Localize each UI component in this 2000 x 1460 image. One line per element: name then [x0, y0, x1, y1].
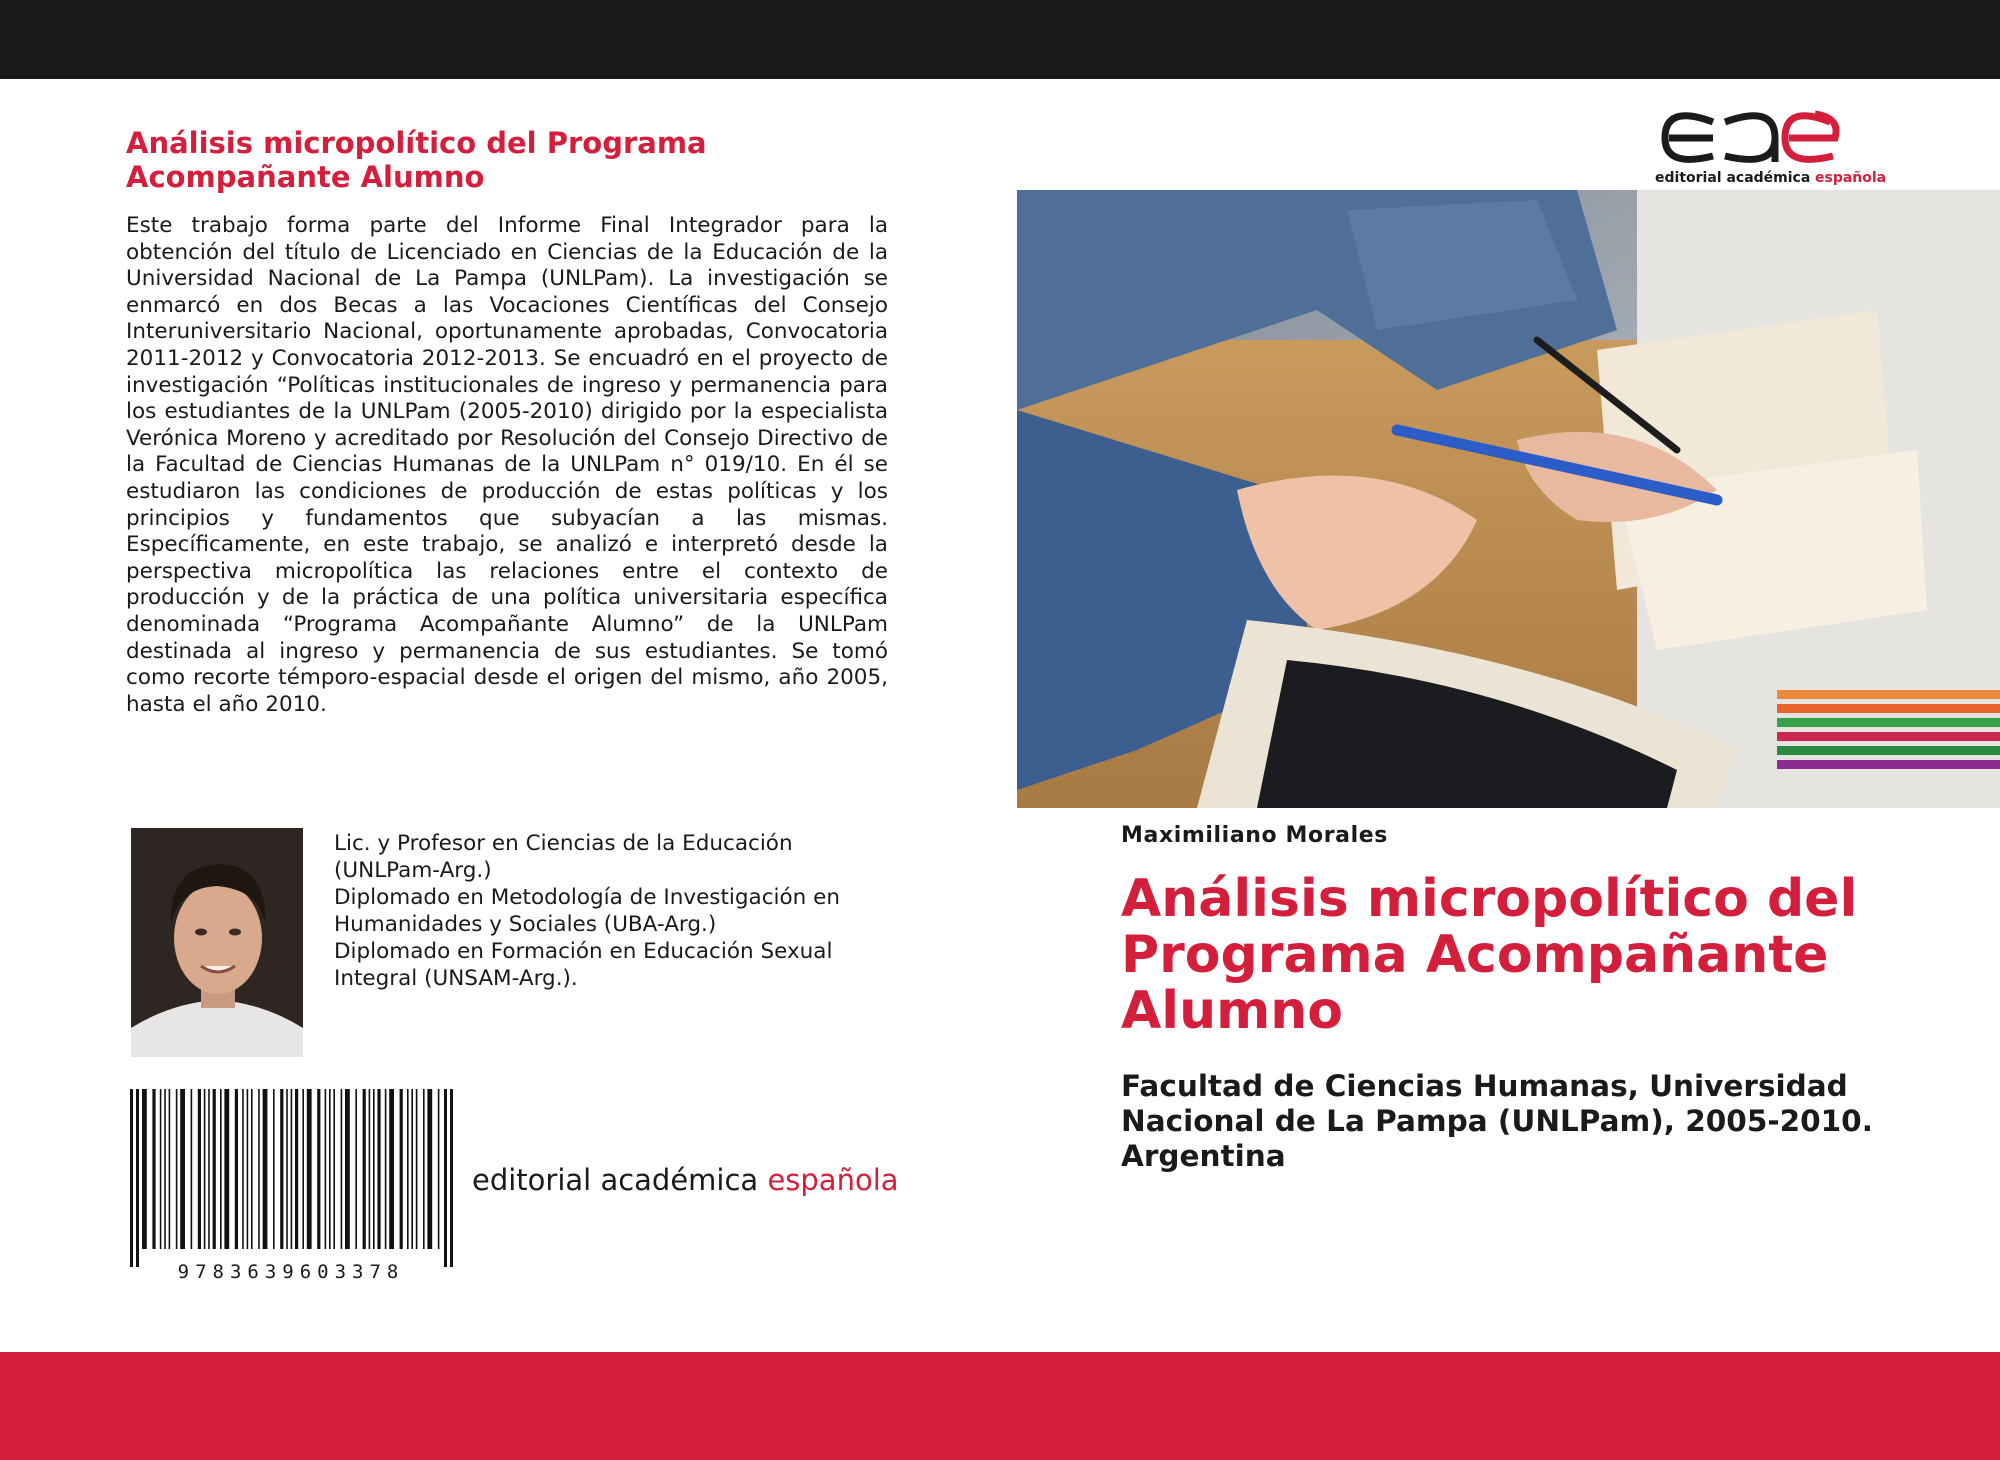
- publisher-name-accent: española: [767, 1163, 899, 1197]
- barcode-bar: [411, 1089, 413, 1249]
- barcode-bar: [423, 1089, 425, 1249]
- barcode-bar: [224, 1089, 229, 1249]
- barcode-bar: [450, 1089, 453, 1267]
- barcode-bar: [286, 1089, 288, 1249]
- barcode-bar: [329, 1089, 331, 1249]
- barcode-bar: [235, 1089, 238, 1249]
- barcode-bar: [369, 1089, 371, 1249]
- author-bio-line: Integral (UNSAM-Arg.).: [334, 966, 578, 991]
- barcode-bar: [152, 1089, 155, 1249]
- barcode-bar: [407, 1089, 409, 1249]
- barcode-bar: [307, 1089, 312, 1249]
- author-bio: [334, 830, 854, 992]
- barcode-bar: [317, 1089, 320, 1249]
- publisher-name: editorial académica: [472, 1163, 759, 1197]
- barcode-bar: [341, 1089, 343, 1249]
- barcode-bar: [213, 1089, 216, 1249]
- barcode-bar: [363, 1089, 366, 1249]
- barcode-bar: [291, 1089, 293, 1249]
- barcode-bar: [220, 1089, 222, 1249]
- barcode-bar: [258, 1089, 260, 1249]
- logo-text: editorial académica: [1655, 170, 1811, 186]
- barcode-bar: [160, 1089, 162, 1249]
- cover-subtitle: Facultad de Ciencias Humanas, Universidad Nacional de La Pampa (UNLPam), 2005-2010. Argentina: [1121, 1069, 1873, 1173]
- barcode-bar: [416, 1089, 418, 1249]
- cover-photo: [1017, 190, 2000, 808]
- isbn-number: 9783639603378: [177, 1261, 405, 1283]
- barcode-bar: [263, 1089, 268, 1249]
- author-bio-line: Diplomado en Formación en Educación Sexual: [334, 939, 833, 964]
- barcode-bar: [400, 1089, 403, 1249]
- barcode-bar: [142, 1089, 147, 1249]
- barcode-bar: [280, 1089, 283, 1249]
- author-bio-line: Lic. y Profesor en Ciencias de la Educación: [334, 831, 793, 856]
- barcode-bar: [333, 1089, 335, 1249]
- barcode-bar: [198, 1089, 201, 1249]
- barcode-bar: [373, 1089, 375, 1249]
- isbn-barcode: [126, 1089, 456, 1283]
- barcode-bar: [242, 1089, 244, 1249]
- barcode-bar: [164, 1089, 166, 1249]
- barcode-bar: [438, 1089, 440, 1249]
- barcode-bar: [273, 1089, 275, 1249]
- author-bio-line: (UNLPam-Arg.): [334, 858, 492, 883]
- barcode-bar: [325, 1089, 327, 1249]
- back-cover-title: Análisis micropolítico del Programa Acompañante Alumno: [126, 126, 707, 194]
- barcode-bar: [191, 1089, 193, 1249]
- cover-author: Maximiliano Morales: [1121, 823, 1388, 848]
- barcode-bar: [385, 1089, 387, 1249]
- barcode-bar: [136, 1089, 139, 1267]
- barcode-bar: [355, 1089, 357, 1249]
- back-cover-summary: Este trabajo forma parte del Informe Final Integrador para la obtención del título de Licenciado en Ciencias de la Educación de la Universidad Nacional de La Pampa (UNLPam). La investigación se enmarcó en dos Becas a las Vocaciones Científicas del Consejo Interuniversitario Nacional, oportunamente aprobadas, Convocatoria 2011-2012 y Convocatoria 2012-2013. Se encuadró en el proyecto de investigación “Políticas institucionales de ingreso y permanencia para los estudiantes de la UNLPam (2005-2010) dirigido por la especialista Verónica Moreno y acreditado por Resolución del Consejo Directivo de la Facultad de Ciencias Humanas de la UNLPam n° 019/10. En él se estudiaron las condiciones de producción de estas políticas y los principios y fundamentos que subyacían a las mismas. Específicamente, en este trabajo, se analizó e interpretó desde la perspectiva micropolítica las relaciones entre el contexto de producción y de la práctica de una política universitaria específica denominada “Programa Acompañante Alumno” de la UNLPam destinada al ingreso y permanencia de sus estudiantes. Se tomó como recorte témporo-espacial desde el origen del mismo, año 2005, hasta el año 2010.: [126, 213, 888, 717]
- author-photo: [131, 828, 303, 1057]
- top-band: [0, 0, 2000, 79]
- bottom-band: [0, 1352, 2000, 1460]
- barcode-bar: [204, 1089, 206, 1249]
- cover-title: Análisis micropolítico del Programa Acompañante Alumno: [1121, 869, 1858, 1041]
- author-bio-line: Humanidades y Sociales (UBA-Arg.): [334, 912, 717, 937]
- author-bio-line: Diplomado en Metodología de Investigación en: [334, 885, 840, 910]
- barcode-bar: [247, 1089, 249, 1249]
- barcode-bar: [389, 1089, 394, 1249]
- barcode-bar: [427, 1089, 432, 1249]
- barcode-bar: [169, 1089, 171, 1249]
- barcode-bar: [176, 1089, 178, 1249]
- barcode-bar: [444, 1089, 447, 1267]
- barcode-bar: [180, 1089, 185, 1249]
- logo-text-accent: española: [1815, 170, 1885, 186]
- barcode-bar: [377, 1089, 380, 1249]
- barcode-bar: [295, 1089, 298, 1249]
- back-publisher-wordmark: [472, 1163, 899, 1197]
- barcode-bar: [130, 1089, 133, 1267]
- barcode-bar: [251, 1089, 253, 1249]
- barcode-bar: [345, 1089, 350, 1249]
- publisher-logo: [1655, 96, 1885, 188]
- barcode-bar: [302, 1089, 304, 1249]
- barcode-bar: [208, 1089, 210, 1249]
